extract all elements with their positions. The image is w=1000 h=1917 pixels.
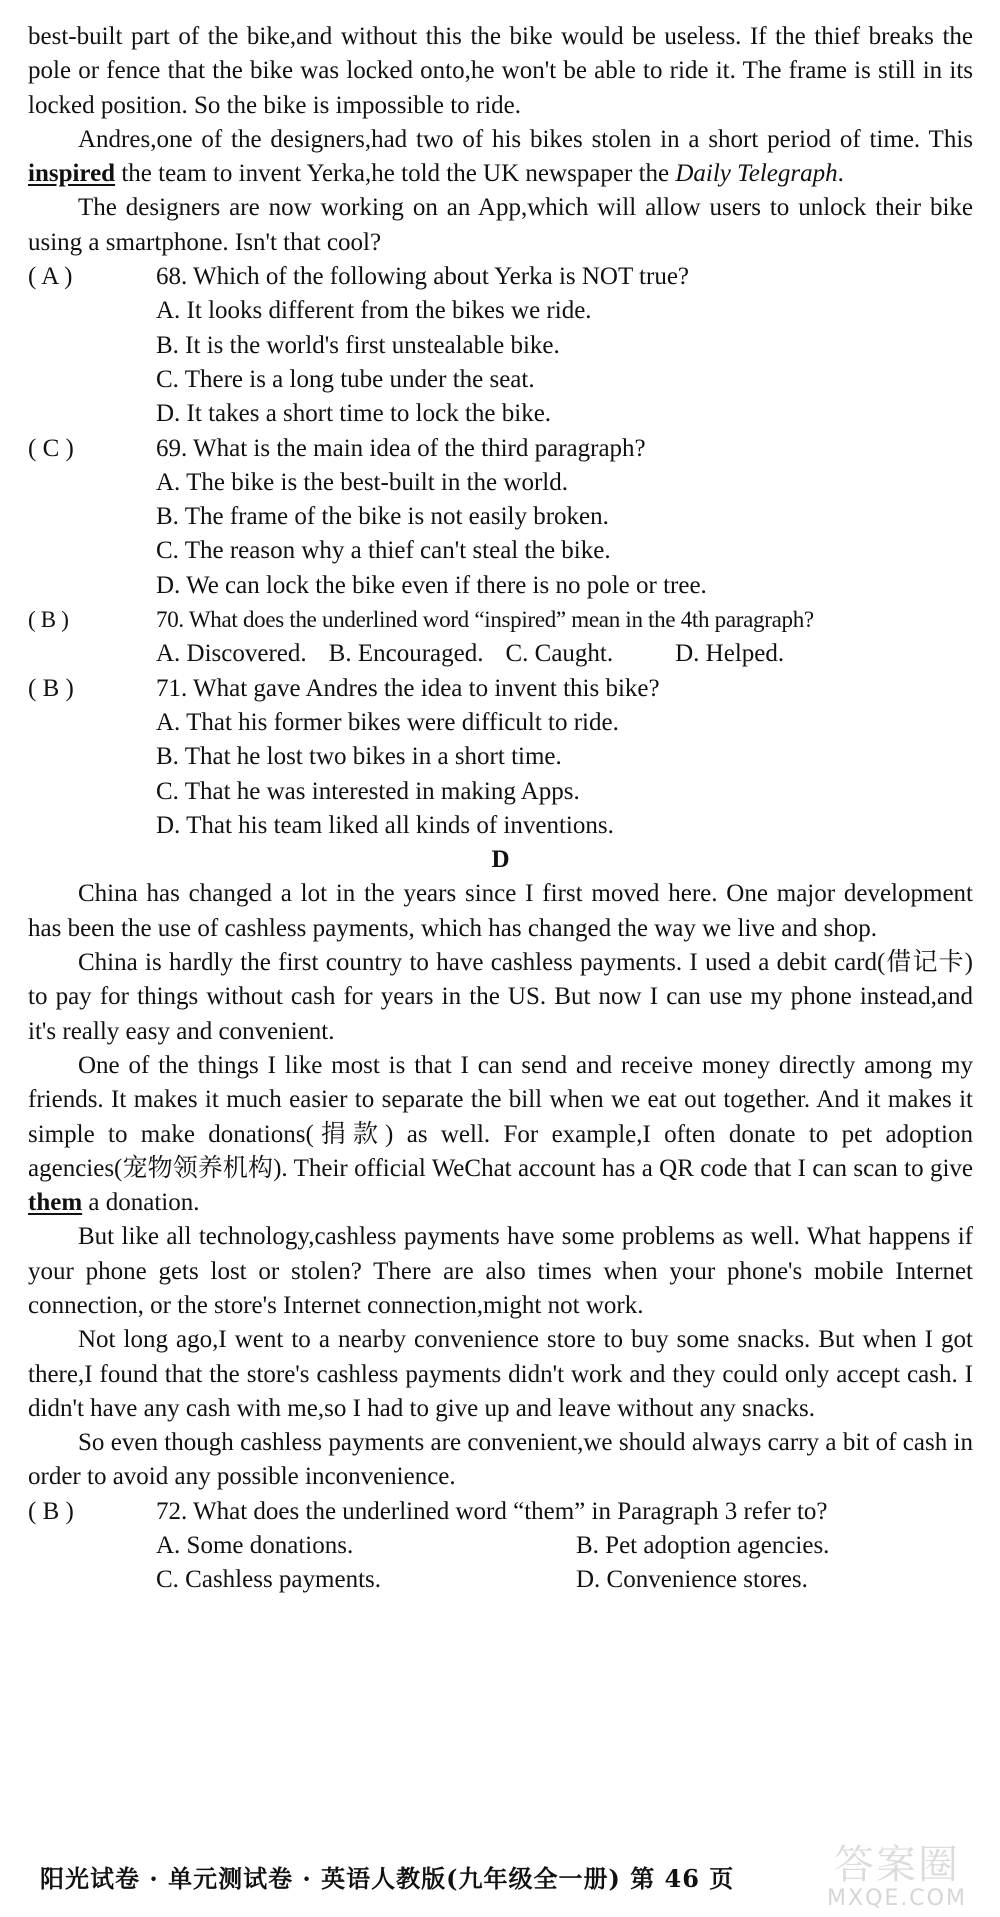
watermark-symbol: 答案圈 xyxy=(834,1842,960,1888)
question-stem: 71. What gave Andres the idea to invent this bike? xyxy=(156,674,660,702)
passage-d-paragraph: China has changed a lot in the years since I first moved here. One major development has been the use of cashless payments, which has changed the way we live and shop. xyxy=(28,880,973,942)
question-stem: 69. What is the main idea of the third paragraph? xyxy=(156,434,646,462)
section-heading: D xyxy=(491,846,510,874)
option: D. We can lock the bike even if there is no pole or tree. xyxy=(156,571,707,599)
answer-mark: ( B ) xyxy=(28,674,74,702)
passage-c-paragraph xyxy=(28,123,973,192)
option: C. There is a long tube under the seat. xyxy=(156,365,535,393)
page-content xyxy=(28,20,973,1598)
option: B. It is the world's first unstealable bike. xyxy=(156,331,560,359)
question-stem: 68. Which of the following about Yerka is NOT true? xyxy=(156,263,690,291)
option: B. That he lost two bikes in a short time. xyxy=(156,743,562,771)
option: C. That he was interested in making Apps. xyxy=(156,777,580,805)
answer-mark: ( B ) xyxy=(28,607,69,633)
question-69 xyxy=(28,432,973,466)
text-run: a donation. xyxy=(82,1189,200,1217)
option: B. The frame of the bike is not easily broken. xyxy=(156,503,609,531)
text-run: One of the things I like most is that I can send and receive money directly among my friends. It makes it much easier to separate the bill when we eat out together. And it makes it simple to make donations(捐款) as well. For example,I often donate to pet adoption agencies(宠物领养机构). Their official WeChat account has a QR code that I can scan to give xyxy=(28,1051,973,1182)
question-stem: 70. What does the underlined word “inspired” mean in the 4th paragraph? xyxy=(156,607,814,633)
text-run: the team to invent Yerka,he told the UK newspaper the xyxy=(115,160,676,188)
watermark-logo xyxy=(812,1842,982,1914)
option: B. Pet adoption agencies. xyxy=(576,1532,830,1560)
text-run: Andres,one of the designers,had two of his bikes stolen in a short period of time. This xyxy=(78,125,973,153)
passage-c-paragraph: best-built part of the bike,and without this the bike would be useless. If the thief breaks the pole or fence that the bike was locked onto,he won't be able to ride it. The frame is still in its locked position. So the bike is impossible to ride. xyxy=(28,23,973,119)
passage-d-paragraph: Not long ago,I went to a nearby convenience store to buy some snacks. But when I got there,I found that the store's cashless payments didn't work and they could only accept cash. I didn't have any cash with me,so I had to give up and leave without any snacks. xyxy=(28,1326,973,1422)
underlined-word-inspired: inspired xyxy=(28,160,116,188)
newspaper-title: Daily Telegraph xyxy=(675,160,838,188)
passage-d-paragraph xyxy=(28,1049,973,1220)
option: D. It takes a short time to lock the bike. xyxy=(156,400,552,428)
passage-d-paragraph: But like all technology,cashless payments have some problems as well. What happens if your phone gets lost or stolen? There are also times when your phone's mobile Internet connection, or the store's Internet connection,might not work. xyxy=(28,1223,973,1319)
watermark-site: MXQE.COM xyxy=(827,1886,967,1911)
question-stem: 72. What does the underlined word “them” in Paragraph 3 refer to? xyxy=(156,1497,828,1525)
page-footer: 阳光试卷 · 单元测试卷 · 英语人教版(九年级全一册) 第 46 页 xyxy=(40,1864,735,1893)
option: A. It looks different from the bikes we ride. xyxy=(156,297,592,325)
option: A. The bike is the best-built in the world. xyxy=(156,468,568,496)
option-grid xyxy=(28,1529,973,1598)
option: C. The reason why a thief can't steal the bike. xyxy=(156,537,611,565)
option: B. Encouraged. xyxy=(328,640,484,668)
option: C. Cashless payments. xyxy=(156,1566,381,1594)
answer-mark: ( B ) xyxy=(28,1497,74,1525)
answer-mark: ( A ) xyxy=(28,263,73,291)
passage-d-paragraph: So even though cashless payments are convenient,we should always carry a bit of cash in order to avoid any possible inconvenience. xyxy=(28,1429,973,1491)
text-run: . xyxy=(837,160,844,188)
option: A. That his former bikes were difficult to ride. xyxy=(156,708,619,736)
question-72 xyxy=(28,1495,973,1529)
question-68 xyxy=(28,260,973,294)
option: A. Some donations. xyxy=(156,1532,354,1560)
question-71 xyxy=(28,672,973,706)
option: D. Convenience stores. xyxy=(576,1566,808,1594)
option: C. Caught. xyxy=(505,640,614,668)
option-row xyxy=(28,637,973,671)
passage-d-paragraph: China is hardly the first country to have cashless payments. I used a debit card(借记卡) to pay for things without cash for years in the US. But now I can use my phone instead,and it's really easy and convenient. xyxy=(28,949,973,1045)
option: A. Discovered. xyxy=(156,640,307,668)
answer-mark: ( C ) xyxy=(28,434,74,462)
question-70 xyxy=(28,603,973,637)
passage-c-paragraph: The designers are now working on an App,which will allow users to unlock their bike using a smartphone. Isn't that cool? xyxy=(28,194,973,256)
option: D. That his team liked all kinds of inventions. xyxy=(156,811,614,839)
option: D. Helped. xyxy=(675,640,785,668)
underlined-word-them: them xyxy=(28,1189,83,1217)
